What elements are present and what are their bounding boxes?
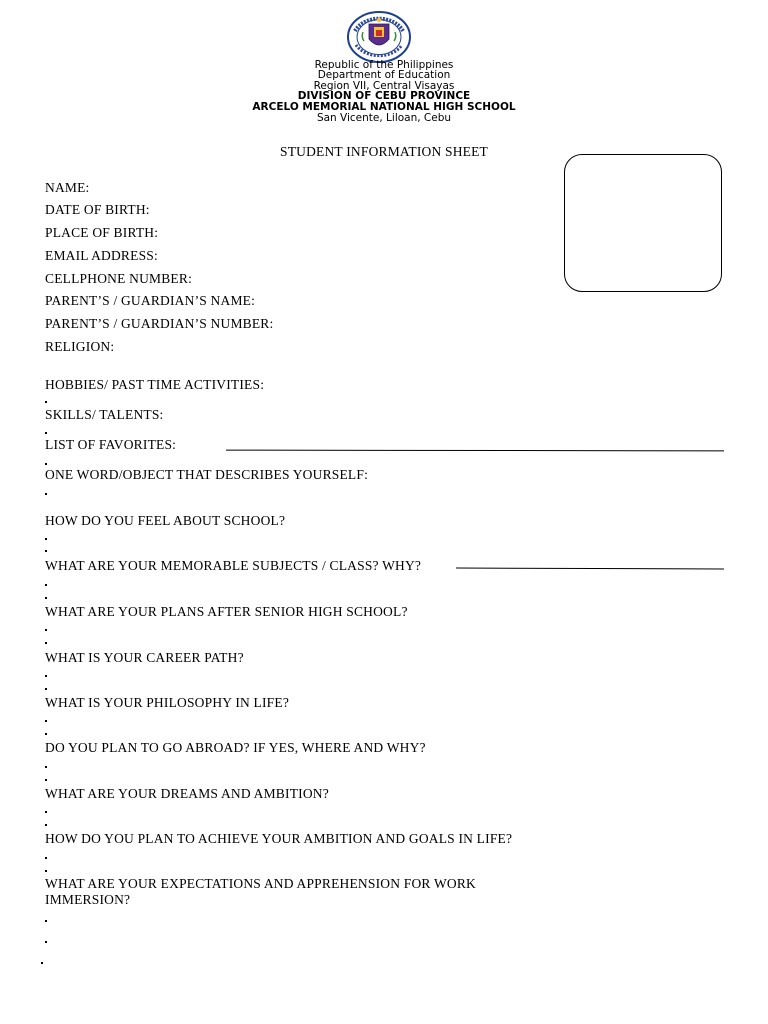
header-republic: Republic of the Philippines (314, 59, 454, 71)
dreams-ambition-question: WHAT ARE YOUR DREAMS AND AMBITION? (45, 786, 329, 801)
describe-yourself-question: ONE WORD/OBJECT THAT DESCRIBES YOURSELF: (45, 467, 369, 482)
answer-dot (45, 642, 47, 644)
cellphone-field-label: CELLPHONE NUMBER: (45, 271, 193, 286)
achieve-ambition-question: HOW DO YOU PLAN TO ACHIEVE YOUR AMBITION AND GOALS IN LIFE? (45, 831, 513, 846)
work-immersion-question-cont: IMMERSION? (45, 892, 131, 907)
answer-dot (45, 733, 47, 735)
skills-question: SKILLS/ TALENTS: (45, 407, 164, 422)
answer-dot (45, 720, 47, 722)
page-title: STUDENT INFORMATION SHEET (279, 144, 488, 159)
favorites-question: LIST OF FAVORITES: (45, 437, 177, 452)
answer-dot (45, 870, 47, 872)
guardian-number-field-label: PARENT’S / GUARDIAN’S NUMBER: (45, 316, 274, 331)
answer-dot (45, 597, 47, 599)
answer-dot (45, 584, 47, 586)
memorable-subjects-answer-line (456, 568, 724, 570)
header-division: DIVISION OF CEBU PROVINCE (297, 90, 471, 102)
go-abroad-question: DO YOU PLAN TO GO ABROAD? IF YES, WHERE AND WHY? (45, 740, 426, 755)
email-field-label: EMAIL ADDRESS: (45, 248, 158, 263)
answer-dot (45, 463, 47, 465)
header-address: San Vicente, Liloan, Cebu (316, 112, 452, 124)
religion-field-label: RELIGION: (45, 339, 115, 354)
philosophy-question: WHAT IS YOUR PHILOSOPHY IN LIFE? (45, 695, 290, 710)
career-path-question: WHAT IS YOUR CAREER PATH? (45, 650, 244, 665)
header-school: ARCELO MEMORIAL NATIONAL HIGH SCHOOL (252, 101, 516, 113)
hobbies-question: HOBBIES/ PAST TIME ACTIVITIES: (45, 377, 265, 392)
answer-dot (45, 779, 47, 781)
answer-dot (45, 688, 47, 690)
photo-box (564, 154, 722, 292)
memorable-subjects-question: WHAT ARE YOUR MEMORABLE SUBJECTS / CLASS? WHY? (45, 558, 422, 573)
answer-dot (45, 857, 47, 859)
deped-seal-logo (347, 11, 411, 63)
answer-dot (45, 811, 47, 813)
guardian-name-field-label: PARENT’S / GUARDIAN’S NAME: (45, 293, 256, 308)
answer-dot (45, 941, 47, 943)
place-of-birth-field-label: PLACE OF BIRTH: (45, 225, 159, 240)
feel-about-school-question: HOW DO YOU FEEL ABOUT SCHOOL? (45, 513, 286, 528)
header-department: Department of Education (317, 69, 451, 81)
answer-dot (45, 493, 47, 495)
name-field-label: NAME: (45, 180, 90, 195)
answer-dot (45, 432, 47, 434)
plans-after-shs-question: WHAT ARE YOUR PLANS AFTER SENIOR HIGH SCHOOL? (45, 604, 408, 619)
answer-dot (45, 401, 47, 403)
answer-dot (41, 962, 43, 964)
answer-dot (45, 824, 47, 826)
answer-dot (45, 766, 47, 768)
answer-dot (45, 675, 47, 677)
answer-dot (45, 629, 47, 631)
favorites-answer-line (226, 450, 724, 452)
answer-dot (45, 538, 47, 540)
header-region: Region VII, Central Visayas (313, 80, 455, 92)
work-immersion-question: WHAT ARE YOUR EXPECTATIONS AND APPREHENSION FOR WORK (45, 876, 476, 891)
answer-dot (45, 550, 47, 552)
date-of-birth-field-label: DATE OF BIRTH: (45, 202, 150, 217)
answer-dot (45, 920, 47, 922)
